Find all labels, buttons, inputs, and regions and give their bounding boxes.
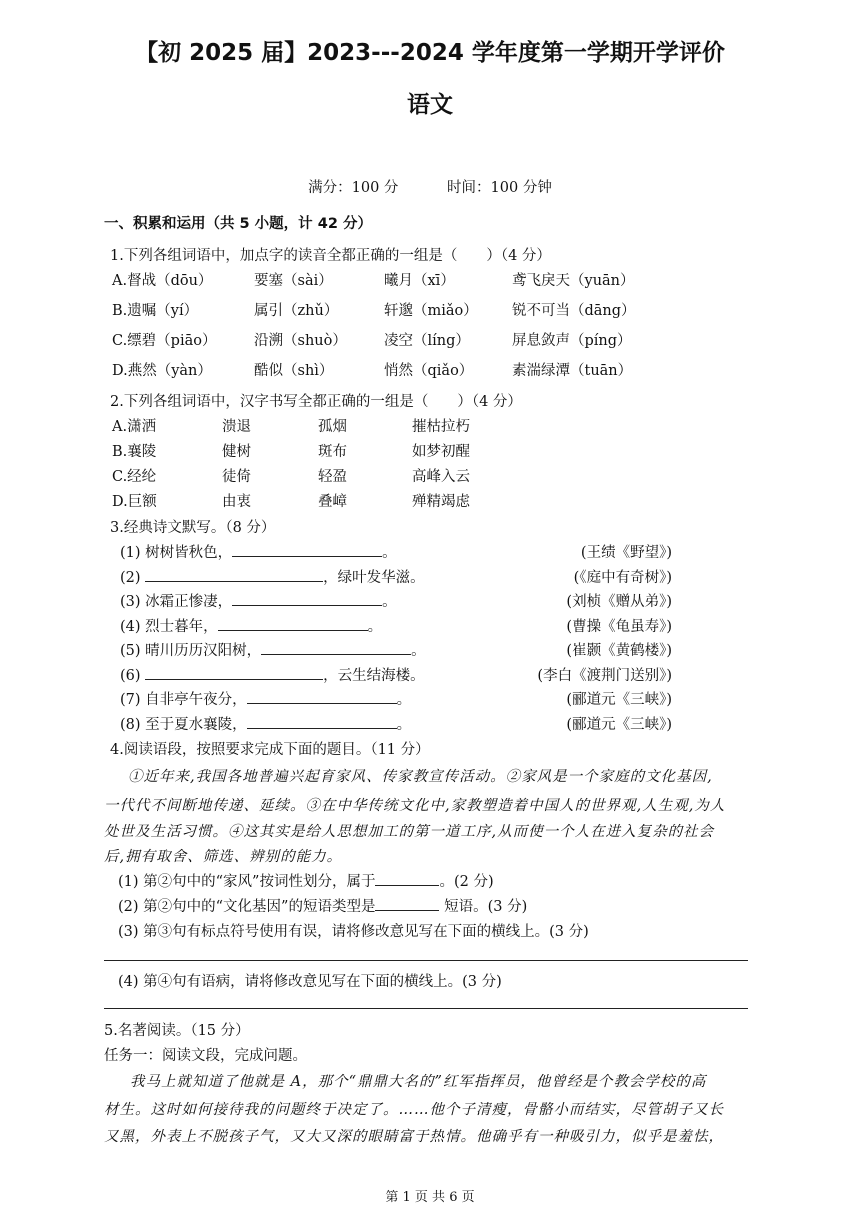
- answer-blank[interactable]: [375, 871, 439, 886]
- poem-source: (刘桢《赠从弟》): [566, 594, 672, 610]
- q2-option-cell: 斑布: [318, 444, 347, 460]
- time-info: 时间：100 分钟: [447, 180, 552, 196]
- q1-option-cell: 屏息敛声（píng）: [512, 333, 632, 349]
- score-info: 满分：100 分: [308, 180, 399, 196]
- poem-source: (郦道元《三峡》): [566, 716, 672, 733]
- dictation-line: [120, 590, 397, 611]
- sub-question-4: (4) 第④句有语病，请将修改意见写在下面的横线上。(3 分): [118, 974, 502, 990]
- dictation-given: (8) 至于夏水襄陵，: [120, 716, 247, 733]
- sub-question-1: [118, 870, 494, 891]
- answer-blank[interactable]: [247, 689, 397, 704]
- question-4-stem: 4.阅读语段，按照要求完成下面的题目。（11 分）: [110, 742, 430, 758]
- q2-option-cell: 健树: [222, 444, 251, 460]
- q1-option-cell: 鸢飞戾天（yuān）: [512, 273, 635, 289]
- q2-option-cell: C.经纶: [112, 469, 157, 485]
- q1-option-cell: D.燕然（yàn）: [112, 363, 212, 379]
- dictation-given: 。: [396, 716, 412, 733]
- dictation-given: (7) 自非亭午夜分，: [120, 692, 247, 708]
- sub-question-1-score: 。(2 分): [439, 874, 494, 890]
- answer-blank[interactable]: [247, 714, 397, 729]
- dictation-line: [120, 566, 425, 587]
- q2-option-cell: 孤烟: [318, 419, 347, 435]
- q2-option-cell: 殚精竭虑: [412, 494, 470, 510]
- dictation-given: ，绿叶发华滋。: [323, 569, 425, 586]
- q1-option-cell: 凌空（líng）: [384, 333, 470, 349]
- poem-source: (王绩《野望》): [580, 545, 672, 561]
- answer-blank[interactable]: [218, 616, 368, 631]
- q1-option-cell: 曦月（xī）: [384, 273, 455, 289]
- sub-question-2-score: 短语。(3 分): [439, 899, 528, 915]
- q1-option-cell: 要塞（sài）: [254, 273, 333, 289]
- q2-option-cell: 溃退: [222, 419, 251, 435]
- q2-option-cell: D.巨额: [112, 494, 157, 510]
- answer-blank[interactable]: [375, 896, 439, 911]
- dictation-given: (2): [120, 569, 146, 586]
- answer-line[interactable]: [104, 960, 748, 961]
- page-footer: 第 1 页 共 6 页: [385, 1190, 475, 1205]
- answer-line[interactable]: [104, 1008, 748, 1009]
- sub-question-3: (3) 第③句有标点符号使用有误，请将修改意见写在下面的横线上。(3 分): [118, 924, 589, 940]
- passage-line: 处世及生活习惯。④这其实是给人思想加工的第一道工序,从而使一个人在进入复杂的社会: [104, 824, 715, 840]
- dictation-given: ，云生结海楼。: [323, 667, 425, 684]
- poem-source: (崔颢《黄鹤楼》): [566, 643, 672, 659]
- dictation-given: 。: [382, 545, 397, 561]
- dictation-line: [120, 713, 411, 734]
- q2-option-cell: 如梦初醒: [412, 444, 470, 460]
- dictation-given: (5) 晴川历历汉阳树，: [120, 643, 262, 659]
- answer-blank[interactable]: [261, 640, 411, 655]
- answer-blank[interactable]: [145, 567, 323, 582]
- answer-blank[interactable]: [232, 591, 382, 606]
- question-2-stem: 2.下列各组词语中，汉字书写全都正确的一组是（ ）（4 分）: [110, 394, 522, 410]
- q1-option-cell: 酷似（shì）: [254, 363, 334, 379]
- q1-option-cell: 锐不可当（dāng）: [512, 303, 636, 319]
- q1-option-cell: 沿溯（shuò）: [254, 333, 347, 349]
- dictation-given: 。: [367, 618, 383, 635]
- passage-line: 后,拥有取舍、筛选、辨别的能力。: [104, 849, 343, 865]
- q2-option-cell: 徒倚: [222, 469, 251, 485]
- q1-option-cell: A.督战（dōu）: [112, 273, 213, 289]
- question-3-stem: 3.经典诗文默写。（8 分）: [110, 520, 276, 536]
- dictation-given: 。: [382, 594, 397, 610]
- poem-source: (李白《渡荆门送别》): [537, 667, 672, 684]
- q1-option-cell: 素湍绿潭（tuān）: [512, 363, 633, 379]
- question-5-stem: 5.名著阅读。（15 分）: [104, 1023, 250, 1039]
- dictation-given: (6): [120, 667, 146, 684]
- q2-option-cell: 高峰入云: [412, 469, 470, 485]
- sub-question-1-text: (1) 第②句中的“家风”按词性划分，属于: [118, 874, 376, 890]
- question-1-stem: 1.下列各组词语中，加点字的读音全都正确的一组是（ ）（4 分）: [110, 248, 551, 264]
- poem-source: (曹操《龟虽寿》): [566, 618, 672, 635]
- q2-option-cell: 由衷: [222, 494, 251, 510]
- q1-option-cell: C.缥碧（piāo）: [112, 333, 217, 349]
- subject-title: 语文: [407, 92, 453, 118]
- answer-blank[interactable]: [232, 542, 382, 557]
- page-title: 【初 2025 届】2023---2024 学年度第一学期开学评价: [135, 40, 725, 66]
- novel-passage-line: 又黑，外表上不脱孩子气，又大又深的眼睛富于热情。他确乎有一种吸引力，似乎是羞怯，: [104, 1129, 724, 1145]
- dictation-line: [120, 688, 411, 709]
- novel-passage-line: 材生。这时如何接待我的问题终于决定了。……他个子清瘦，骨骼小而结实，尽管胡子又长: [104, 1102, 724, 1118]
- sub-question-2-text: (2) 第②句中的“文化基因”的短语类型是: [118, 899, 376, 915]
- passage-line: 一代代不间断地传递、延续。③在中华传统文化中,家教塑造着中国人的世界观,人生观,为人: [104, 798, 726, 814]
- q2-option-cell: 摧枯拉朽: [412, 419, 470, 435]
- dictation-line: [120, 615, 382, 636]
- q1-option-cell: 属引（zhǔ）: [254, 303, 339, 319]
- q2-option-cell: 轻盈: [318, 469, 347, 485]
- passage-line: ①近年来,我国各地普遍兴起育家风、传家教宣传活动。②家风是一个家庭的文化基因,: [128, 769, 713, 785]
- q2-option-cell: A.潇洒: [112, 419, 157, 435]
- q2-option-cell: B.襄陵: [112, 444, 157, 460]
- section-heading: 一、积累和运用（共 5 小题，计 42 分）: [104, 216, 372, 232]
- dictation-given: (3) 冰霜正惨凄，: [120, 594, 233, 610]
- dictation-given: (4) 烈士暮年，: [120, 618, 218, 635]
- dictation-given: 。: [396, 692, 412, 708]
- dictation-line: [120, 541, 397, 562]
- sub-question-2: [118, 895, 527, 916]
- novel-passage-line: 我马上就知道了他就是 A，那个“鼎鼎大名的”红军指挥员，他曾经是个教会学校的高: [130, 1074, 707, 1090]
- answer-blank[interactable]: [145, 665, 323, 680]
- task-label: 任务一：阅读文段，完成问题。: [104, 1048, 307, 1064]
- dictation-line: [120, 639, 426, 660]
- poem-source: (《庭中有奇树》): [573, 569, 672, 586]
- q1-option-cell: 轩邈（miǎo）: [384, 303, 478, 319]
- q1-option-cell: B.遗嘱（yí）: [112, 303, 199, 319]
- dictation-line: [120, 664, 425, 685]
- q1-option-cell: 悄然（qiǎo）: [384, 363, 474, 379]
- dictation-given: 。: [411, 643, 426, 659]
- poem-source: (郦道元《三峡》): [566, 692, 672, 708]
- dictation-given: (1) 树树皆秋色，: [120, 545, 233, 561]
- q2-option-cell: 叠嶂: [318, 494, 347, 510]
- exam-meta: [0, 176, 860, 197]
